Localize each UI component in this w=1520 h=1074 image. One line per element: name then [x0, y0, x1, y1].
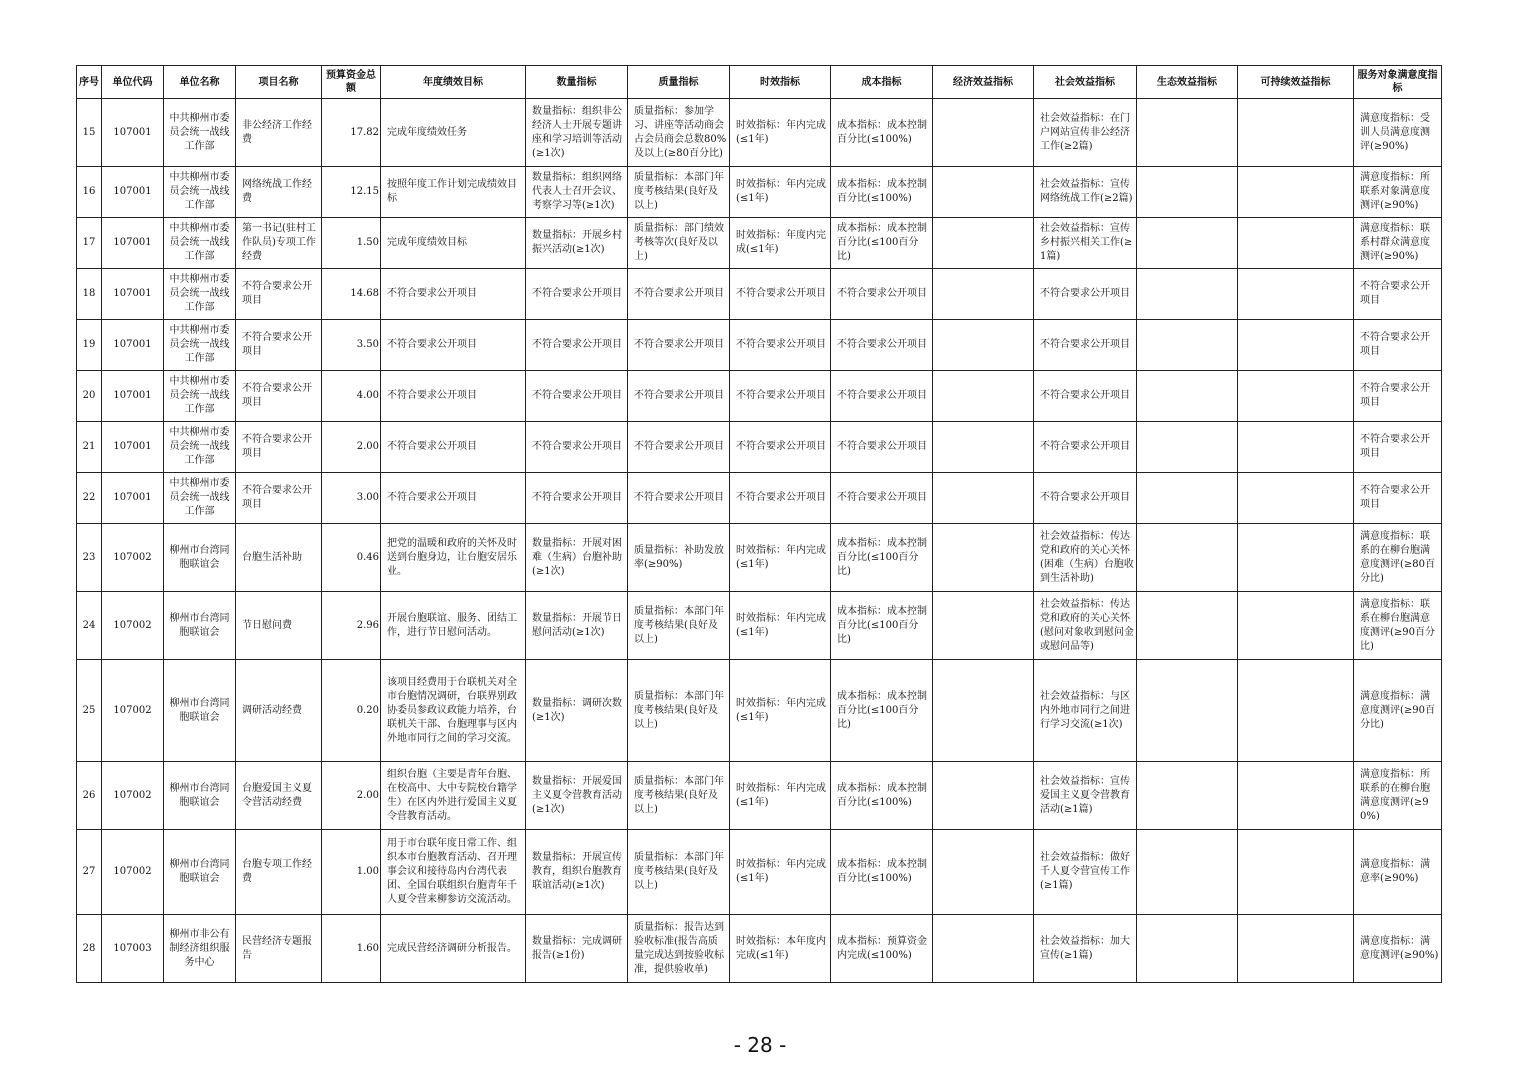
- cell-satisfaction: 满意度指标：满意度测评(≥90百分比): [1354, 660, 1442, 762]
- cell-budget: 0.20: [322, 660, 381, 762]
- cell-satisfaction: 满意度指标：满意率(≥90%): [1354, 830, 1442, 915]
- header-quality: 质量指标: [628, 66, 730, 99]
- cell-cost: 不符合要求公开项目: [831, 473, 933, 524]
- cell-budget: 12.15: [322, 167, 381, 218]
- cell-unit-code: 107002: [102, 660, 164, 762]
- cell-satisfaction: 满意度指标：所联系对象满意度测评(≥90%): [1354, 167, 1442, 218]
- cell-unit-name: 柳州市台湾同胞联谊会: [164, 762, 236, 830]
- cell-timeliness: 不符合要求公开项目: [730, 320, 831, 371]
- table-row: [77, 915, 1442, 983]
- cell-timeliness: 不符合要求公开项目: [730, 371, 831, 422]
- cell-quality: 质量指标：本部门年度考核结果(良好及以上): [628, 762, 730, 830]
- cell-cost: 成本指标：成本控制百分比(≤100百分比): [831, 524, 933, 592]
- cell-quality: 不符合要求公开项目: [628, 473, 730, 524]
- cell-budget: 14.68: [322, 269, 381, 320]
- cell-cost: 不符合要求公开项目: [831, 269, 933, 320]
- header-seq: 序号: [77, 66, 102, 99]
- cell-social: 社会效益指标：与区内外地市同行之间进行学习交流(≥1次): [1034, 660, 1137, 762]
- cell-quality: 不符合要求公开项目: [628, 422, 730, 473]
- table-header-row: [77, 66, 1442, 99]
- table-row: [77, 830, 1442, 915]
- header-unit-name: 单位名称: [164, 66, 236, 99]
- cell-quality: 质量指标：补助发放率(≥90%): [628, 524, 730, 592]
- cell-sustainable: [1238, 371, 1354, 422]
- cell-quality: 不符合要求公开项目: [628, 371, 730, 422]
- header-annual-goal: 年度绩效目标: [381, 66, 526, 99]
- header-cost: 成本指标: [831, 66, 933, 99]
- cell-timeliness: 时效指标：年内完成(≤1年): [730, 99, 831, 167]
- cell-unit-name: 柳州市非公有制经济组织服务中心: [164, 915, 236, 983]
- cell-economic: [933, 218, 1034, 269]
- header-budget: 预算资金总额: [322, 66, 381, 99]
- cell-seq: 15: [77, 99, 102, 167]
- cell-unit-name: 中共柳州市委员会统一战线工作部: [164, 167, 236, 218]
- cell-satisfaction: 满意度指标：所联系的在柳台胞满意度测评(≥90%): [1354, 762, 1442, 830]
- cell-social: 社会效益指标：宣传乡村振兴相关工作(≥1篇): [1034, 218, 1137, 269]
- cell-social: 不符合要求公开项目: [1034, 320, 1137, 371]
- cell-seq: 19: [77, 320, 102, 371]
- cell-unit-name: 中共柳州市委员会统一战线工作部: [164, 473, 236, 524]
- cell-quality: 质量指标：部门绩效考核等次(良好及以上): [628, 218, 730, 269]
- cell-social: 社会效益指标：在门户网站宣传非公经济工作(≥2篇): [1034, 99, 1137, 167]
- cell-quality: 质量指标：本部门年度考核结果(良好及以上): [628, 167, 730, 218]
- table-row: [77, 371, 1442, 422]
- cell-timeliness: 时效指标：年内完成(≤1年): [730, 167, 831, 218]
- cell-unit-name: 中共柳州市委员会统一战线工作部: [164, 99, 236, 167]
- cell-seq: 17: [77, 218, 102, 269]
- cell-unit-code: 107001: [102, 99, 164, 167]
- cell-seq: 21: [77, 422, 102, 473]
- cell-ecological: [1137, 660, 1238, 762]
- cell-satisfaction: 不符合要求公开项目: [1354, 269, 1442, 320]
- cell-quality: 质量指标：本部门年度考核结果(良好及以上): [628, 830, 730, 915]
- cell-cost: 不符合要求公开项目: [831, 371, 933, 422]
- cell-economic: [933, 320, 1034, 371]
- cell-seq: 22: [77, 473, 102, 524]
- header-sustainable: 可持续效益指标: [1238, 66, 1354, 99]
- header-quantity: 数量指标: [526, 66, 628, 99]
- cell-satisfaction: 满意度指标：满意度测评(≥90%): [1354, 915, 1442, 983]
- cell-unit-code: 107001: [102, 167, 164, 218]
- cell-economic: [933, 371, 1034, 422]
- cell-quantity: 数量指标：组织网络代表人士召开会议、考察学习等(≥1次): [526, 167, 628, 218]
- cell-satisfaction: 不符合要求公开项目: [1354, 422, 1442, 473]
- cell-seq: 25: [77, 660, 102, 762]
- cell-ecological: [1137, 830, 1238, 915]
- table-row: [77, 218, 1442, 269]
- header-timeliness: 时效指标: [730, 66, 831, 99]
- cell-economic: [933, 762, 1034, 830]
- cell-annual-goal: 不符合要求公开项目: [381, 422, 526, 473]
- cell-cost: 成本指标：成本控制百分比(≤100%): [831, 830, 933, 915]
- cell-satisfaction: 满意度指标：联系村群众满意度测评(≥90%): [1354, 218, 1442, 269]
- cell-timeliness: 时效指标：年内完成(≤1年): [730, 660, 831, 762]
- header-satisfaction: 服务对象满意度指标: [1354, 66, 1442, 99]
- cell-quantity: 数量指标：完成调研报告(≥1份): [526, 915, 628, 983]
- table-row: [77, 473, 1442, 524]
- cell-unit-name: 中共柳州市委员会统一战线工作部: [164, 422, 236, 473]
- cell-unit-name: 中共柳州市委员会统一战线工作部: [164, 320, 236, 371]
- cell-quantity: 数量指标：组织非公经济人士开展专题讲座和学习培训等活动(≥1次): [526, 99, 628, 167]
- cell-annual-goal: 不符合要求公开项目: [381, 371, 526, 422]
- cell-social: 社会效益指标：宣传网络统战工作(≥2篇): [1034, 167, 1137, 218]
- cell-unit-code: 107001: [102, 269, 164, 320]
- cell-social: 不符合要求公开项目: [1034, 269, 1137, 320]
- cell-project-name: 非公经济工作经费: [236, 99, 322, 167]
- cell-quantity: 不符合要求公开项目: [526, 422, 628, 473]
- cell-quantity: 不符合要求公开项目: [526, 320, 628, 371]
- cell-budget: 2.96: [322, 592, 381, 660]
- table-row: [77, 660, 1442, 762]
- cell-economic: [933, 422, 1034, 473]
- cell-sustainable: [1238, 660, 1354, 762]
- cell-project-name: 台胞生活补助: [236, 524, 322, 592]
- cell-sustainable: [1238, 830, 1354, 915]
- cell-project-name: 调研活动经费: [236, 660, 322, 762]
- cell-ecological: [1137, 167, 1238, 218]
- cell-quantity: 不符合要求公开项目: [526, 269, 628, 320]
- cell-economic: [933, 269, 1034, 320]
- cell-quality: 不符合要求公开项目: [628, 269, 730, 320]
- cell-economic: [933, 99, 1034, 167]
- cell-project-name: 不符合要求公开项目: [236, 473, 322, 524]
- header-unit-code: 单位代码: [102, 66, 164, 99]
- cell-seq: 23: [77, 524, 102, 592]
- cell-unit-code: 107002: [102, 830, 164, 915]
- cell-annual-goal: 把党的温暖和政府的关怀及时送到台胞身边，让台胞安居乐业。: [381, 524, 526, 592]
- cell-unit-code: 107001: [102, 218, 164, 269]
- cell-budget: 1.60: [322, 915, 381, 983]
- cell-annual-goal: 不符合要求公开项目: [381, 473, 526, 524]
- cell-project-name: 民营经济专题报告: [236, 915, 322, 983]
- cell-sustainable: [1238, 99, 1354, 167]
- cell-sustainable: [1238, 524, 1354, 592]
- cell-economic: [933, 830, 1034, 915]
- cell-unit-name: 中共柳州市委员会统一战线工作部: [164, 218, 236, 269]
- cell-unit-name: 柳州市台湾同胞联谊会: [164, 524, 236, 592]
- cell-quantity: 数量指标：开展乡村振兴活动(≥1次): [526, 218, 628, 269]
- cell-unit-name: 中共柳州市委员会统一战线工作部: [164, 371, 236, 422]
- cell-ecological: [1137, 422, 1238, 473]
- cell-timeliness: 不符合要求公开项目: [730, 422, 831, 473]
- cell-sustainable: [1238, 320, 1354, 371]
- cell-unit-name: 柳州市台湾同胞联谊会: [164, 830, 236, 915]
- cell-sustainable: [1238, 167, 1354, 218]
- cell-quality: 不符合要求公开项目: [628, 320, 730, 371]
- cell-annual-goal: 完成年度绩效任务: [381, 99, 526, 167]
- cell-economic: [933, 660, 1034, 762]
- cell-budget: 4.00: [322, 371, 381, 422]
- cell-annual-goal: 不符合要求公开项目: [381, 320, 526, 371]
- cell-ecological: [1137, 762, 1238, 830]
- cell-social: 不符合要求公开项目: [1034, 473, 1137, 524]
- cell-seq: 27: [77, 830, 102, 915]
- cell-quality: 质量指标：本部门年度考核结果(良好及以上): [628, 660, 730, 762]
- cell-social: 社会效益指标：宣传爱国主义夏令营教育活动(≥1篇): [1034, 762, 1137, 830]
- table-row: [77, 592, 1442, 660]
- cell-seq: 24: [77, 592, 102, 660]
- cell-social: 社会效益指标：传达党和政府的关心关怀(困难（生病）台胞收到生活补助): [1034, 524, 1137, 592]
- cell-economic: [933, 167, 1034, 218]
- cell-quantity: 不符合要求公开项目: [526, 473, 628, 524]
- cell-cost: 成本指标：预算资金内完成(≤100%): [831, 915, 933, 983]
- cell-budget: 0.46: [322, 524, 381, 592]
- cell-annual-goal: 用于市台联年度日常工作、组织本市台胞教育活动、召开理事会议和接待岛内台湾代表团、全国台联组织台胞青年千人夏令营来柳参访交流活动。: [381, 830, 526, 915]
- cell-cost: 成本指标：成本控制百分比(≤100%): [831, 167, 933, 218]
- cell-timeliness: 时效指标：年内完成(≤1年): [730, 592, 831, 660]
- cell-ecological: [1137, 320, 1238, 371]
- cell-timeliness: 时效指标：年内完成(≤1年): [730, 762, 831, 830]
- table-row: [77, 762, 1442, 830]
- cell-economic: [933, 473, 1034, 524]
- cell-cost: 不符合要求公开项目: [831, 320, 933, 371]
- cell-ecological: [1137, 473, 1238, 524]
- cell-unit-code: 107001: [102, 473, 164, 524]
- cell-budget: 17.82: [322, 99, 381, 167]
- table-row: [77, 422, 1442, 473]
- header-social: 社会效益指标: [1034, 66, 1137, 99]
- cell-cost: 成本指标：成本控制百分比(≤100%): [831, 762, 933, 830]
- cell-annual-goal: 不符合要求公开项目: [381, 269, 526, 320]
- cell-ecological: [1137, 524, 1238, 592]
- cell-unit-name: 柳州市台湾同胞联谊会: [164, 660, 236, 762]
- cell-quantity: 数量指标：开展节日慰问活动(≥1次): [526, 592, 628, 660]
- cell-unit-code: 107002: [102, 524, 164, 592]
- cell-quality: 质量指标：参加学习、讲座等活动商会占会员商会总数80%及以上(≥80百分比): [628, 99, 730, 167]
- cell-satisfaction: 不符合要求公开项目: [1354, 473, 1442, 524]
- cell-social: 不符合要求公开项目: [1034, 371, 1137, 422]
- cell-seq: 26: [77, 762, 102, 830]
- table-row: [77, 167, 1442, 218]
- cell-annual-goal: 组织台胞（主要是青年台胞、在校高中、大中专院校台籍学生）在区内外进行爱国主义夏令营教育活动。: [381, 762, 526, 830]
- cell-timeliness: 时效指标：年内完成(≤1年): [730, 524, 831, 592]
- cell-timeliness: 不符合要求公开项目: [730, 473, 831, 524]
- cell-budget: 1.50: [322, 218, 381, 269]
- cell-timeliness: 时效指标：年内完成(≤1年): [730, 830, 831, 915]
- cell-unit-code: 107001: [102, 371, 164, 422]
- cell-sustainable: [1238, 422, 1354, 473]
- cell-quantity: 数量指标：调研次数(≥1次): [526, 660, 628, 762]
- cell-social: 社会效益指标：加大宣传(≥1篇): [1034, 915, 1137, 983]
- cell-unit-code: 107002: [102, 762, 164, 830]
- cell-economic: [933, 524, 1034, 592]
- header-economic: 经济效益指标: [933, 66, 1034, 99]
- cell-ecological: [1137, 592, 1238, 660]
- cell-budget: 3.50: [322, 320, 381, 371]
- cell-sustainable: [1238, 915, 1354, 983]
- cell-quantity: 不符合要求公开项目: [526, 371, 628, 422]
- cell-budget: 2.00: [322, 422, 381, 473]
- cell-unit-code: 107001: [102, 320, 164, 371]
- cell-quantity: 数量指标：开展对困难（生病）台胞补助(≥1次): [526, 524, 628, 592]
- cell-project-name: 不符合要求公开项目: [236, 371, 322, 422]
- cell-seq: 18: [77, 269, 102, 320]
- cell-timeliness: 时效指标：年度内完成(≤1年): [730, 218, 831, 269]
- cell-satisfaction: 不符合要求公开项目: [1354, 320, 1442, 371]
- cell-project-name: 不符合要求公开项目: [236, 269, 322, 320]
- page-number: - 28 -: [733, 1033, 787, 1057]
- table-row: [77, 269, 1442, 320]
- cell-project-name: 第一书记(驻村工作队员)专项工作经费: [236, 218, 322, 269]
- header-project-name: 项目名称: [236, 66, 322, 99]
- cell-sustainable: [1238, 762, 1354, 830]
- cell-social: 不符合要求公开项目: [1034, 422, 1137, 473]
- cell-quantity: 数量指标：开展宣传教育，组织台胞教育联谊活动(≥1次): [526, 830, 628, 915]
- cell-unit-name: 中共柳州市委员会统一战线工作部: [164, 269, 236, 320]
- cell-social: 社会效益指标：传达党和政府的关心关怀(慰问对象收到慰问金或慰问品等): [1034, 592, 1137, 660]
- cell-quality: 质量指标：报告达到验收标准(报告高质量完成达到按验收标准，提供验收单): [628, 915, 730, 983]
- header-ecological: 生态效益指标: [1137, 66, 1238, 99]
- cell-project-name: 台胞爱国主义夏令营活动经费: [236, 762, 322, 830]
- cell-ecological: [1137, 915, 1238, 983]
- cell-budget: 1.00: [322, 830, 381, 915]
- cell-ecological: [1137, 99, 1238, 167]
- cell-annual-goal: 完成民营经济调研分析报告。: [381, 915, 526, 983]
- cell-annual-goal: 完成年度绩效目标: [381, 218, 526, 269]
- cell-seq: 16: [77, 167, 102, 218]
- cell-cost: 成本指标：成本控制百分比(≤100百分比): [831, 660, 933, 762]
- cell-satisfaction: 满意度指标：受训人员满意度测评(≥90%): [1354, 99, 1442, 167]
- cell-sustainable: [1238, 269, 1354, 320]
- cell-cost: 成本指标：成本控制百分比(≤100%): [831, 99, 933, 167]
- cell-project-name: 台胞专项工作经费: [236, 830, 322, 915]
- table-row: [77, 99, 1442, 167]
- cell-ecological: [1137, 218, 1238, 269]
- cell-unit-name: 柳州市台湾同胞联谊会: [164, 592, 236, 660]
- cell-sustainable: [1238, 218, 1354, 269]
- cell-economic: [933, 915, 1034, 983]
- cell-quantity: 数量指标：开展爱国主义夏令营教育活动(≥1次): [526, 762, 628, 830]
- cell-project-name: 网络统战工作经费: [236, 167, 322, 218]
- cell-cost: 不符合要求公开项目: [831, 422, 933, 473]
- cell-satisfaction: 满意度指标：联系在柳台胞满意度测评(≥90百分比): [1354, 592, 1442, 660]
- cell-cost: 成本指标：成本控制百分比(≤100百分比): [831, 592, 933, 660]
- cell-cost: 成本指标：成本控制百分比(≤100百分比): [831, 218, 933, 269]
- cell-timeliness: 时效指标：本年度内完成(≤1年): [730, 915, 831, 983]
- cell-satisfaction: 不符合要求公开项目: [1354, 371, 1442, 422]
- cell-satisfaction: 满意度指标：联系的在柳台胞满意度测评(≥80百分比): [1354, 524, 1442, 592]
- cell-annual-goal: 开展台胞联谊、服务、团结工作，进行节日慰问活动。: [381, 592, 526, 660]
- cell-ecological: [1137, 371, 1238, 422]
- cell-seq: 20: [77, 371, 102, 422]
- cell-seq: 28: [77, 915, 102, 983]
- cell-project-name: 不符合要求公开项目: [236, 320, 322, 371]
- table-row: [77, 524, 1442, 592]
- cell-sustainable: [1238, 592, 1354, 660]
- table-row: [77, 320, 1442, 371]
- cell-social: 社会效益指标：做好千人夏令营宣传工作(≥1篇): [1034, 830, 1137, 915]
- cell-unit-code: 107003: [102, 915, 164, 983]
- cell-ecological: [1137, 269, 1238, 320]
- performance-table: [76, 65, 1442, 983]
- cell-project-name: 不符合要求公开项目: [236, 422, 322, 473]
- cell-project-name: 节日慰问费: [236, 592, 322, 660]
- cell-annual-goal: 按照年度工作计划完成绩效目标: [381, 167, 526, 218]
- cell-budget: 3.00: [322, 473, 381, 524]
- cell-quality: 质量指标：本部门年度考核结果(良好及以上): [628, 592, 730, 660]
- cell-sustainable: [1238, 473, 1354, 524]
- cell-unit-code: 107002: [102, 592, 164, 660]
- cell-annual-goal: 该项目经费用于台联机关对全市台胞情况调研，台联界别政协委员参政议政能力培养，台联机关干部、台胞理事与区内外地市同行之间的学习交流。: [381, 660, 526, 762]
- cell-timeliness: 不符合要求公开项目: [730, 269, 831, 320]
- cell-budget: 2.00: [322, 762, 381, 830]
- cell-unit-code: 107001: [102, 422, 164, 473]
- cell-economic: [933, 592, 1034, 660]
